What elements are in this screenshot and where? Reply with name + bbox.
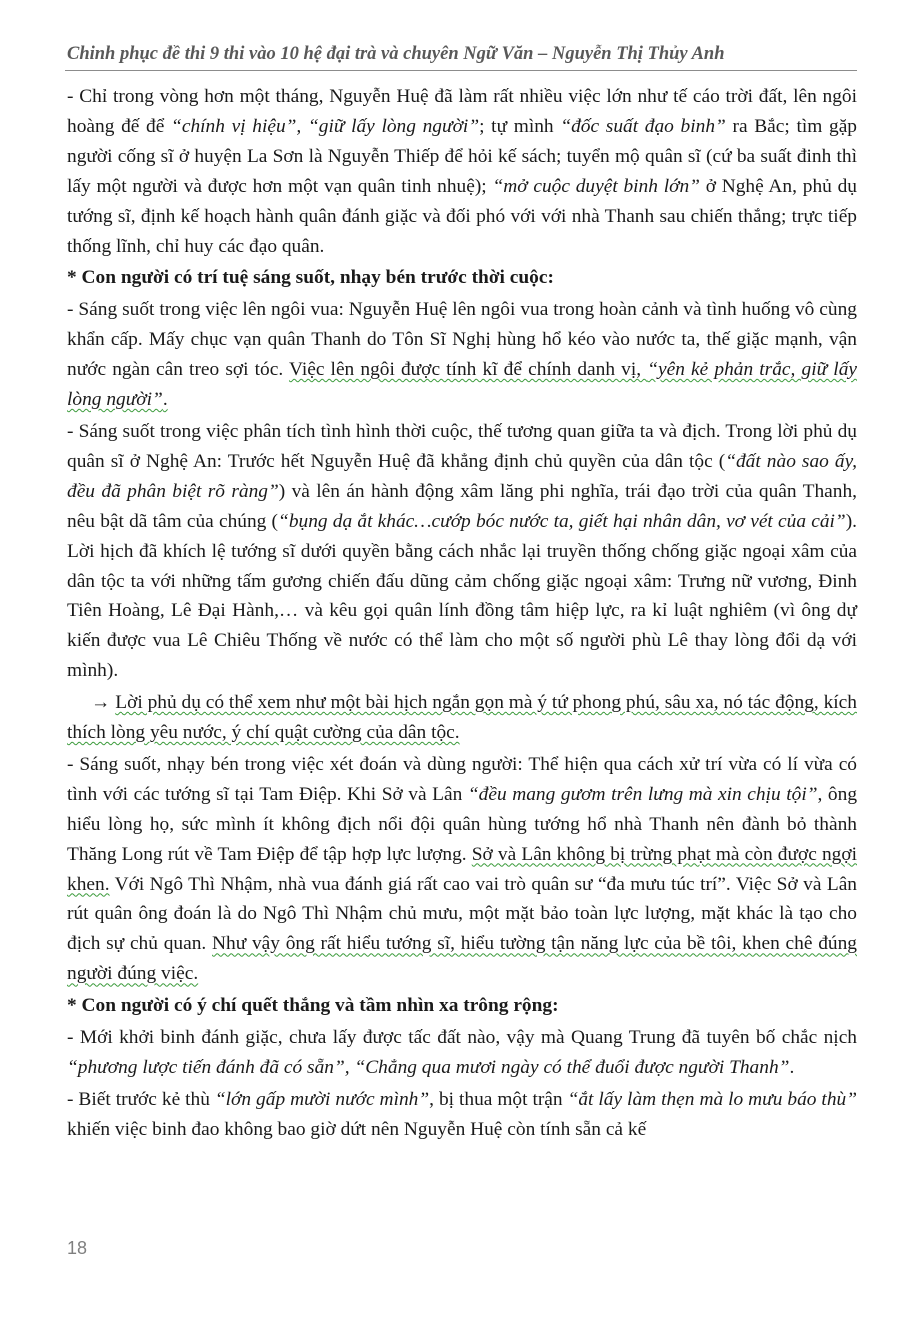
text-segment: “lớn gấp mười nước mình” (214, 1088, 430, 1110)
section-heading (67, 263, 857, 293)
text-segment: Lời phủ dụ có thể xem như một bài hịch ngắn gọn mà ý tứ phong phú, sâu xa, nó tác động, kích thích lòng yêu nước, ý chí quật cường của dân tộc. (67, 692, 857, 744)
text-segment: “yên kẻ phản trắc, giữ lấy lòng người” (67, 359, 857, 411)
text-segment: → (91, 692, 116, 714)
text-segment: ). Lời hịch đã khích lệ tướng sĩ dưới quyền bằng cách nhắc lại truyền thống chống giặc ngoại xâm của dân tộc ta với những tấm gương chiến đấu dũng cảm chống giặc ngoại xâm: Trưng nữ vương, Đinh Tiên Hoàng, Lê Đại Hành,… và kêu gọi quân lính đồng tâm hiệp lực, ra kỉ luật nghiêm (vì ông dự kiến được vua Lê Chiêu Thống về nước có thể làm cho một số người phù Lê thay lòng đổi dạ với mình). (67, 510, 858, 682)
text-segment: “đất nào sao ấy, đều đã phân biệt rõ ràng” (67, 450, 857, 502)
running-header: Chinh phục đề thi 9 thi vào 10 hệ đại trà và chuyên Ngữ Văn – Nguyễn Thị Thủy Anh (67, 44, 725, 64)
text-segment: * Con người có trí tuệ sáng suốt, nhạy bén trước thời cuộc: (67, 267, 554, 289)
text-segment: “mở cuộc duyệt binh lớn” (492, 175, 700, 197)
section-heading (67, 991, 857, 1021)
text-segment: ) và lên án hành động xâm lăng phi nghĩa, trái đạo trời của quân Thanh, nêu bật dã tâm của chúng ( (67, 480, 857, 532)
paragraph (67, 1085, 857, 1145)
text-segment: . (162, 389, 168, 411)
paragraph (67, 417, 857, 686)
text-segment: , ông hiểu lòng họ, sức mình ít không địch nổi đội quân hùng tướng hổ nhà Thanh nên đành bỏ thành Thăng Long rút về Tam Điệp để tập hợp lực lượng. (67, 783, 858, 865)
text-segment: . (789, 1057, 795, 1078)
text-segment: - Sáng suốt trong việc phân tích tình hình thời cuộc, thế tương quan giữa ta và địch. Trong lời phủ dụ quân sĩ ở Nghệ An: Trước hết Nguyễn Huệ đã khẳng định chủ quyền của dân tộc ( (67, 420, 857, 472)
text-segment: “chính vị hiệu”, “giữ lấy lòng người” (171, 115, 480, 137)
text-segment: Việc lên ngôi được tính kĩ để chính danh vị, (288, 359, 648, 381)
text-segment: “bụng dạ ắt khác…cướp bóc nước ta, giết hại nhân dân, vơ vét của cải” (278, 510, 846, 532)
text-segment: , bị thua một trận (429, 1088, 568, 1110)
text-segment: - Biết trước kẻ thù (67, 1088, 215, 1110)
paragraph (67, 1023, 857, 1083)
text-segment: “phương lược tiến đánh đã có sẵn”, “Chẳng qua mươi ngày có thể đuổi được người Thanh” (67, 1057, 790, 1078)
paragraph (67, 750, 857, 989)
text-segment: * Con người có ý chí quết thắng và tầm nhìn xa trông rộng: (67, 995, 559, 1017)
text-segment: - Sáng suốt, nhạy bén trong việc xét đoán và dùng người: Thể hiện qua cách xử trí vừa có lí vừa có tình với các tướng sĩ tại Tam Điệp. Khi Sở và Lân (67, 753, 857, 805)
text-segment: ra Bắc; tìm gặp người cống sĩ ở huyện La Sơn là Nguyễn Thiếp để hỏi kế sách; tuyển mộ quân sĩ (cứ ba suất đinh thì lấy một người và được hơn một vạn quân tinh nhuệ); (67, 115, 857, 197)
page-number: 18 (67, 1238, 88, 1258)
text-segment: - Sáng suốt trong việc lên ngôi vua: Nguyễn Huệ lên ngôi vua trong hoàn cảnh và tình huống vô cùng khẩn cấp. Mấy chục vạn quân Thanh do Tôn Sĩ Nghị hùng hổ kéo vào nước ta, thế giặc mạnh, vận nước ngàn cân treo sợi tóc. (67, 299, 857, 381)
text-segment: Như vậy ông rất hiểu tướng sĩ, hiểu tường tận năng lực của bề tôi, khen chê đúng người đúng việc. (67, 933, 857, 985)
header-divider (65, 70, 857, 71)
text-segment: - Mới khởi binh đánh giặc, chưa lấy được tấc đất nào, vậy mà Quang Trung đã tuyên bố chắc nịch (67, 1027, 857, 1049)
paragraph (67, 295, 857, 415)
paragraph (67, 688, 857, 748)
text-segment: Với Ngô Thì Nhậm, nhà vua đánh giá rất cao vai trò quân sư “đa mưu túc trí”. Việc Sở và Lân rút quân ông đoán là do Ngô Thì Nhậm chủ mưu, một mặt bảo toàn lực lượng, mặt khác là tạo cho địch sự chủ quan. (67, 873, 857, 955)
text-segment: “đốc suất đạo binh” (560, 115, 726, 137)
text-segment: khiến việc binh đao không bao giờ dứt nên Nguyễn Huệ còn tính sẵn cả kế (67, 1118, 647, 1140)
paragraph (67, 82, 857, 261)
body-text (67, 82, 857, 1147)
text-segment: “đều mang gươm trên lưng mà xin chịu tội” (467, 783, 818, 805)
text-segment: Sở và Lân không bị trừng phạt mà còn được ngợi khen. (67, 843, 857, 895)
text-segment: - Chỉ trong vòng hơn một tháng, Nguyễn Huệ đã làm rất nhiều việc lớn như tế cáo trời đất, lên ngôi hoàng đế để (67, 86, 857, 137)
text-segment: ; tự mình (479, 115, 561, 137)
text-segment: “ắt lấy làm thẹn mà lo mưu báo thù” (567, 1088, 857, 1110)
text-segment: ở Nghệ An, phủ dụ tướng sĩ, định kế hoạch hành quân đánh giặc và đối phó với với nhà Thanh sau chiến thắng; trực tiếp thống lĩnh, chỉ huy các đạo quân. (67, 175, 857, 257)
